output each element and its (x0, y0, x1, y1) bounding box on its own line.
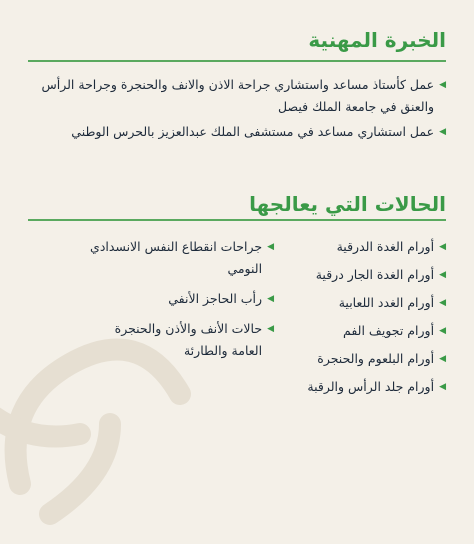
list-item-text: حالات الأنف والأذن والحنجرة العامة والطارئة (114, 321, 263, 358)
list-item (296, 320, 446, 342)
list-item-text: أورام الغدة الجار درقية (315, 267, 435, 282)
experience-title: الخبرة المهنية (308, 28, 446, 52)
list-item (296, 264, 446, 286)
list-item-text: جراحات انقطاع النفس الانسدادي النومي (90, 239, 263, 276)
list-item (84, 318, 274, 362)
list-item (84, 288, 274, 310)
triangle-left-icon: ◀ (267, 294, 274, 304)
triangle-left-icon: ◀ (439, 298, 446, 308)
list-item-text: أورام تجويف الفم (343, 323, 435, 338)
triangle-left-icon: ◀ (439, 354, 446, 364)
experience-item-text: عمل استشاري مساعد في مستشفى الملك عبدالعزيز بالحرس الوطني (71, 124, 435, 139)
triangle-left-icon: ◀ (439, 382, 446, 392)
triangle-left-icon: ◀ (439, 80, 446, 90)
experience-divider (28, 60, 446, 62)
list-item-text: رأب الحاجز الأنفي (168, 291, 263, 306)
triangle-left-icon: ◀ (267, 242, 274, 252)
list-item (296, 292, 446, 314)
conditions-title: الحالات التي يعالجها (249, 192, 446, 216)
list-item-text: أورام الغدة الدرقية (336, 239, 435, 254)
triangle-left-icon: ◀ (439, 326, 446, 336)
list-item-text: أورام الغدد اللعابية (338, 295, 435, 310)
conditions-divider (28, 219, 446, 221)
triangle-left-icon: ◀ (439, 270, 446, 280)
list-item-text: أورام جلد الرأس والرقبة (307, 379, 435, 394)
conditions-left-list (84, 236, 274, 370)
experience-item (26, 121, 446, 143)
list-item (296, 236, 446, 258)
experience-item-text: عمل كأستاذ مساعد واستشاري جراحة الاذن والانف والحنجرة وجراحة الرأس والعنق في جامعة الملك فيصل (41, 77, 435, 114)
list-item (84, 236, 274, 280)
triangle-left-icon: ◀ (267, 324, 274, 334)
list-item (296, 348, 446, 370)
triangle-left-icon: ◀ (439, 242, 446, 252)
list-item-text: أورام البلعوم والحنجرة (317, 351, 435, 366)
triangle-left-icon: ◀ (439, 127, 446, 137)
list-item (296, 376, 446, 398)
conditions-right-list (296, 236, 446, 404)
experience-item (26, 74, 446, 118)
